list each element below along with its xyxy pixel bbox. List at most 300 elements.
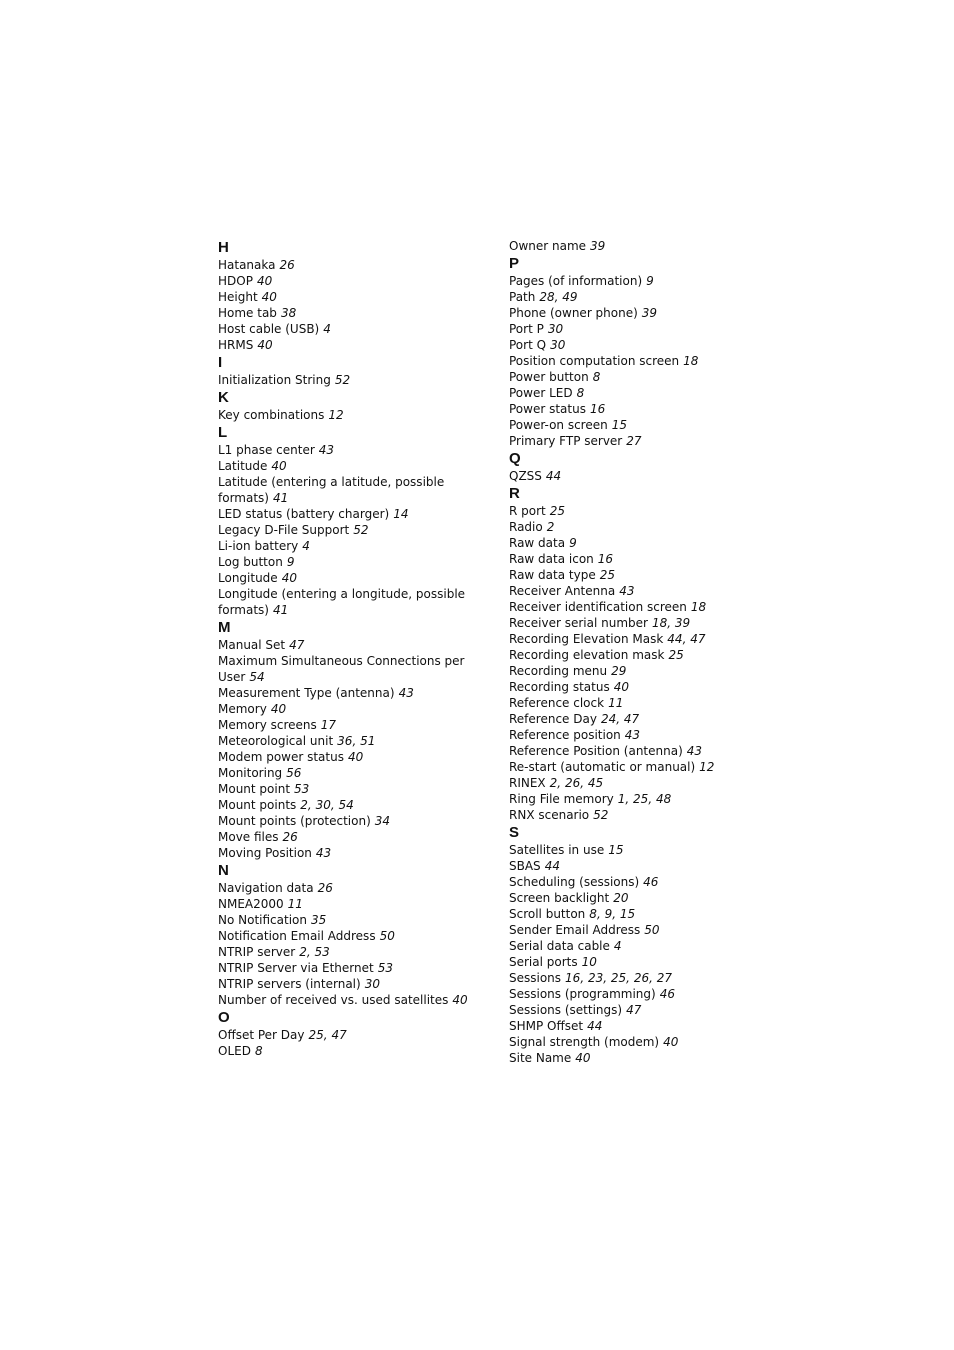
index-term: Manual Set (218, 638, 286, 652)
index-page-refs: 44, 47 (667, 632, 706, 646)
index-entry (218, 781, 480, 797)
index-page-number: 16 (597, 552, 614, 566)
index-page-number: 44 (667, 632, 683, 646)
index-page-number: 47 (289, 638, 305, 652)
index-page-number: 52 (593, 808, 609, 822)
index-page-refs (683, 354, 698, 368)
index-page-number: 52 (353, 523, 369, 537)
index-page-number: 30 (547, 322, 564, 336)
index-entry (509, 503, 789, 519)
index-page-number: 26 (279, 258, 295, 272)
index-page-number: 1 (617, 792, 626, 806)
index-term: NTRIP server (218, 945, 296, 959)
index-page-refs (582, 955, 597, 969)
index-page-number: 40 (575, 1051, 591, 1065)
index-page-refs (302, 539, 310, 553)
index-letter-heading: S (509, 824, 520, 841)
index-entry (509, 906, 789, 922)
index-page-refs: 24, 47 (600, 712, 640, 726)
index-page-number: 11 (608, 696, 624, 710)
index-term: SBAS (509, 859, 541, 873)
index-term: NTRIP servers (internal) (218, 977, 361, 991)
index-entry (218, 960, 480, 976)
index-term: Owner name (509, 239, 587, 253)
index-term: Power-on screen (509, 418, 608, 432)
index-term: Signal strength (modem) (509, 1035, 660, 1049)
index-page-number: 16 (589, 402, 606, 416)
index-entry (218, 928, 480, 944)
index-term: Latitude (218, 459, 268, 473)
index-entry (509, 599, 789, 615)
index-page-number: 25 (633, 792, 649, 806)
index-entry (218, 257, 480, 273)
index-page-refs (687, 744, 702, 758)
index-page-number: 38 (280, 306, 297, 320)
index-term: Latitude (entering a latitude, possible formats) (218, 475, 445, 505)
index-page-refs: 36, 51 (337, 734, 376, 748)
index-page-refs (646, 274, 654, 288)
index-page-refs: 18, 39 (651, 616, 691, 630)
index-page-number: 20 (613, 891, 629, 905)
index-page-number: 52 (334, 373, 351, 387)
index-entry (218, 944, 480, 960)
index-entry (218, 506, 480, 522)
index-page-refs (614, 939, 622, 953)
index-entry (218, 653, 480, 685)
index-entry (509, 842, 789, 858)
index-page-number: 39 (674, 616, 691, 630)
index-entry (218, 976, 480, 992)
index-term: Key combinations (218, 408, 325, 422)
index-column-right (509, 238, 789, 1066)
index-entry (509, 807, 789, 823)
index-page-refs (600, 568, 615, 582)
index-entry (218, 685, 480, 701)
index-term: Log button (218, 555, 283, 569)
index-page-refs (608, 696, 623, 710)
index-page-number: 50 (644, 923, 660, 937)
index-entry (509, 922, 789, 938)
index-page-refs (548, 322, 563, 336)
index-page-refs (613, 891, 628, 905)
index-entry (218, 992, 480, 1008)
index-page-refs (619, 584, 634, 598)
index-term: SHMP Offset (509, 1019, 584, 1033)
index-page-refs (287, 555, 295, 569)
index-term: Meteorological unit (218, 734, 334, 748)
index-entry (509, 791, 789, 807)
index-term: Receiver Antenna (509, 584, 616, 598)
index-page-refs: 8, 9, 15 (589, 907, 636, 921)
index-page-refs (273, 603, 288, 617)
index-term: QZSS (509, 469, 542, 483)
index-entry (218, 637, 480, 653)
index-page-number: 44 (545, 469, 562, 483)
index-term: Raw data icon (509, 552, 594, 566)
index-page-number: 23 (587, 971, 604, 985)
index-page-refs (328, 408, 343, 422)
index-page-refs (550, 338, 565, 352)
index-entry (218, 845, 480, 861)
index-entry (218, 829, 480, 845)
index-entry (218, 1027, 480, 1043)
index-page-number: 8 (592, 370, 601, 384)
index-term: Height (218, 290, 258, 304)
index-page-refs: 25, 47 (308, 1028, 347, 1042)
index-page-refs (598, 552, 613, 566)
index-term: HDOP (218, 274, 253, 288)
index-term: Power button (509, 370, 589, 384)
index-page-number: 4 (613, 939, 622, 953)
index-page-number: 9 (646, 274, 654, 288)
index-entry (218, 522, 480, 538)
index-entry (218, 1043, 480, 1059)
index-page-refs: 28, 49 (539, 290, 578, 304)
index-page-number: 47 (623, 712, 640, 726)
index-term: Longitude (entering a longitude, possible formats) (218, 587, 466, 617)
index-page-number: 12 (328, 408, 344, 422)
index-entry (509, 385, 789, 401)
index-page-refs: 2, 30, 54 (300, 798, 354, 812)
index-page-number: 26 (564, 776, 581, 790)
index-term: Li-ion battery (218, 539, 299, 553)
index-entry (509, 401, 789, 417)
index-entry (509, 954, 789, 970)
index-page-number: 43 (398, 686, 414, 700)
index-page-number: 2 (300, 798, 308, 812)
index-entry (509, 858, 789, 874)
index-entry (509, 535, 789, 551)
index-page-refs (590, 239, 605, 253)
index-page-refs (399, 686, 414, 700)
index-term: Satellites in use (509, 843, 605, 857)
index-term: Notification Email Address (218, 929, 376, 943)
index-page-number: 25 (549, 504, 566, 518)
index-page-number: 2 (549, 776, 558, 790)
index-page-refs: 1, 25, 48 (617, 792, 672, 806)
index-page-refs: 2, 26, 45 (549, 776, 604, 790)
index-term: Phone (owner phone) (509, 306, 638, 320)
index-entry (509, 321, 789, 337)
index-page-number: 39 (641, 306, 658, 320)
index-page-number: 18 (651, 616, 668, 630)
index-page-number: 40 (271, 459, 287, 473)
index-page-number: 15 (608, 843, 624, 857)
index-entry (509, 874, 789, 890)
index-page-refs (699, 760, 714, 774)
index-page-number: 4 (323, 322, 331, 336)
index-entry (218, 896, 480, 912)
index-page-refs (280, 258, 295, 272)
index-page-refs (249, 670, 264, 684)
index-page-refs (625, 728, 640, 742)
index-page-refs (626, 1003, 641, 1017)
index-letter-heading: R (509, 485, 520, 502)
index-page-number: 25 (610, 971, 627, 985)
index-page-number: 40 (257, 338, 273, 352)
index-term: Receiver serial number (509, 616, 648, 630)
index-page-number: 56 (286, 766, 302, 780)
index-page-refs (668, 648, 683, 662)
index-entry (218, 442, 480, 458)
index-page-refs (255, 1044, 263, 1058)
index-entry (509, 743, 789, 759)
index-entry (509, 1034, 789, 1050)
index-term: Screen backlight (509, 891, 610, 905)
index-term: Position computation screen (509, 354, 680, 368)
index-page-number: 40 (256, 274, 273, 288)
index-entry (218, 554, 480, 570)
index-entry (509, 567, 789, 583)
index-page-refs (644, 923, 659, 937)
index-page-number: 47 (626, 1003, 642, 1017)
index-entry (509, 1018, 789, 1034)
index-entry (218, 912, 480, 928)
index-page-number: 43 (624, 728, 641, 742)
index-page-refs (612, 418, 627, 432)
index-entry (509, 631, 789, 647)
index-term: LED status (battery charger) (218, 507, 390, 521)
index-term: Sessions (programming) (509, 987, 656, 1001)
index-entry (218, 701, 480, 717)
index-page-refs (587, 1019, 602, 1033)
index-term: Radio (509, 520, 543, 534)
index-page-refs (271, 702, 286, 716)
index-term: Monitoring (218, 766, 283, 780)
index-page-number: 8 (589, 907, 597, 921)
index-term: Site Name (509, 1051, 572, 1065)
index-term: Power LED (509, 386, 573, 400)
index-page-number: 15 (619, 907, 636, 921)
index-term: Scroll button (509, 907, 586, 921)
index-entry (218, 305, 480, 321)
index-entry (509, 1050, 789, 1066)
index-term: NTRIP Server via Ethernet (218, 961, 374, 975)
index-entry (218, 733, 480, 749)
index-page-number: 18 (690, 600, 707, 614)
index-letter-heading: K (218, 389, 229, 406)
index-term: Navigation data (218, 881, 314, 895)
index-entry (218, 372, 480, 388)
index-letter-heading: P (509, 255, 520, 272)
index-term: Longitude (218, 571, 278, 585)
index-term: NMEA2000 (218, 897, 284, 911)
index-entry (509, 551, 789, 567)
index-page-number: 51 (360, 734, 376, 748)
index-entry (509, 647, 789, 663)
index-entry (509, 353, 789, 369)
index-term: L1 phase center (218, 443, 315, 457)
index-page-refs (262, 290, 277, 304)
index-term: Pages (of information) (509, 274, 643, 288)
index-page-number: 40 (281, 571, 297, 585)
index-entry (509, 238, 789, 254)
index-term: OLED (218, 1044, 251, 1058)
index-page-refs (380, 929, 395, 943)
index-page-number: 26 (282, 830, 298, 844)
index-letter-heading: N (218, 862, 229, 879)
index-term: Serial data cable (509, 939, 610, 953)
index-page-number: 47 (690, 632, 706, 646)
index-term: Home tab (218, 306, 277, 320)
index-page-number: 40 (261, 290, 277, 304)
index-page-number: 44 (544, 859, 560, 873)
index-term: HRMS (218, 338, 254, 352)
index-page-refs (546, 469, 561, 483)
index-page-refs (608, 843, 623, 857)
index-entry (218, 273, 480, 289)
index-term: RINEX (509, 776, 546, 790)
index-page-number: 28 (539, 290, 555, 304)
index-entry (218, 407, 480, 423)
index-term: Memory (218, 702, 267, 716)
index-page-refs (335, 373, 350, 387)
index-page-number: 11 (287, 897, 303, 911)
index-term: No Notification (218, 913, 307, 927)
index-term: Recording menu (509, 664, 608, 678)
index-entry (509, 759, 789, 775)
index-page-number: 25 (599, 568, 615, 582)
index-term: Port P (509, 322, 544, 336)
index-page-number: 35 (311, 913, 327, 927)
index-letter-heading: L (218, 424, 228, 441)
index-entry (509, 711, 789, 727)
index-page-number: 14 (393, 507, 409, 521)
index-entry (509, 1002, 789, 1018)
index-page-refs (378, 961, 393, 975)
index-term: Serial ports (509, 955, 578, 969)
index-entry (218, 337, 480, 353)
index-page-number: 26 (633, 971, 650, 985)
index-term: Recording status (509, 680, 610, 694)
index-page-number: 25 (668, 648, 684, 662)
index-page-number: 44 (587, 1019, 603, 1033)
index-page-number: 25 (308, 1028, 324, 1042)
index-page-refs (289, 638, 304, 652)
index-page-number: 9 (604, 907, 613, 921)
index-page-refs (271, 459, 286, 473)
index-term: Moving Position (218, 846, 312, 860)
index-page-number: 40 (347, 750, 364, 764)
index-page-number: 2 (299, 945, 307, 959)
index-entry (509, 775, 789, 791)
index-page-number: 10 (581, 955, 597, 969)
index-letter-heading: Q (509, 450, 521, 467)
index-page-number: 43 (318, 443, 335, 457)
index-page-number: 41 (272, 491, 289, 505)
index-term: Move files (218, 830, 279, 844)
index-term: Sessions (settings) (509, 1003, 623, 1017)
index-entry (509, 970, 789, 986)
index-page-refs (660, 987, 675, 1001)
index-page-refs (643, 875, 658, 889)
index-entry (509, 938, 789, 954)
index-entry (218, 880, 480, 896)
index-page-number: 9 (569, 536, 577, 550)
index-page-refs (375, 814, 390, 828)
index-term: Reference Day (509, 712, 597, 726)
index-page-number: 46 (659, 987, 675, 1001)
index-entry (509, 679, 789, 695)
index-page-number: 53 (314, 945, 330, 959)
index-term: Sessions (509, 971, 562, 985)
index-page-number: 53 (294, 782, 310, 796)
index-entry (509, 369, 789, 385)
index-page-number: 40 (270, 702, 287, 716)
index-page-number: 54 (249, 670, 265, 684)
index-entry (218, 813, 480, 829)
index-term: Receiver identification screen (509, 600, 687, 614)
index-page-refs (318, 881, 333, 895)
index-entry (218, 570, 480, 586)
index-column-left (218, 238, 480, 1059)
index-page-number: 27 (656, 971, 673, 985)
index-term: Recording Elevation Mask (509, 632, 664, 646)
index-page-number: 49 (562, 290, 578, 304)
index-letter-heading: O (218, 1009, 230, 1026)
index-page-number: 43 (686, 744, 703, 758)
index-term: Raw data (509, 536, 566, 550)
index-page-refs (614, 680, 629, 694)
index-entry (509, 986, 789, 1002)
index-page-number: 2 (546, 520, 555, 534)
index-entry (218, 765, 480, 781)
index-page-refs (577, 386, 585, 400)
index-term: Power status (509, 402, 586, 416)
index-term: Port Q (509, 338, 547, 352)
index-term: Number of received vs. used satellites (218, 993, 449, 1007)
index-page-number: 4 (302, 539, 310, 553)
index-page-number: 41 (272, 603, 289, 617)
index-entry (509, 417, 789, 433)
index-page-refs (545, 859, 560, 873)
index-term: Mount point (218, 782, 291, 796)
index-page-refs (569, 536, 577, 550)
index-page-refs (257, 338, 272, 352)
index-page-refs (593, 370, 601, 384)
index-entry (509, 305, 789, 321)
index-page-refs (323, 322, 331, 336)
index-page-number: 43 (619, 584, 635, 598)
index-page-refs (663, 1035, 678, 1049)
index-entry (218, 797, 480, 813)
index-letter-heading: M (218, 619, 231, 636)
index-page-refs (348, 750, 363, 764)
index-term: Maximum Simultaneous Connections per User (218, 654, 465, 684)
index-term: Reference Position (antenna) (509, 744, 683, 758)
index-page-number: 27 (626, 434, 642, 448)
index-entry (218, 474, 480, 506)
index-page-number: 9 (286, 555, 295, 569)
index-term: Re-start (automatic or manual) (509, 760, 696, 774)
index-entry (509, 273, 789, 289)
index-entry (218, 289, 480, 305)
index-page-number: 34 (374, 814, 391, 828)
index-entry (509, 890, 789, 906)
index-term: Modem power status (218, 750, 344, 764)
index-term: Legacy D-File Support (218, 523, 350, 537)
index-page-refs (365, 977, 380, 991)
index-term: Hatanaka (218, 258, 276, 272)
index-page-number: 40 (613, 680, 629, 694)
index-page-number: 54 (338, 798, 354, 812)
index-term: Primary FTP server (509, 434, 623, 448)
index-entry (218, 458, 480, 474)
index-term: Path (509, 290, 536, 304)
index-entry (509, 337, 789, 353)
index-page-number: 36 (337, 734, 353, 748)
index-page-refs (593, 808, 608, 822)
